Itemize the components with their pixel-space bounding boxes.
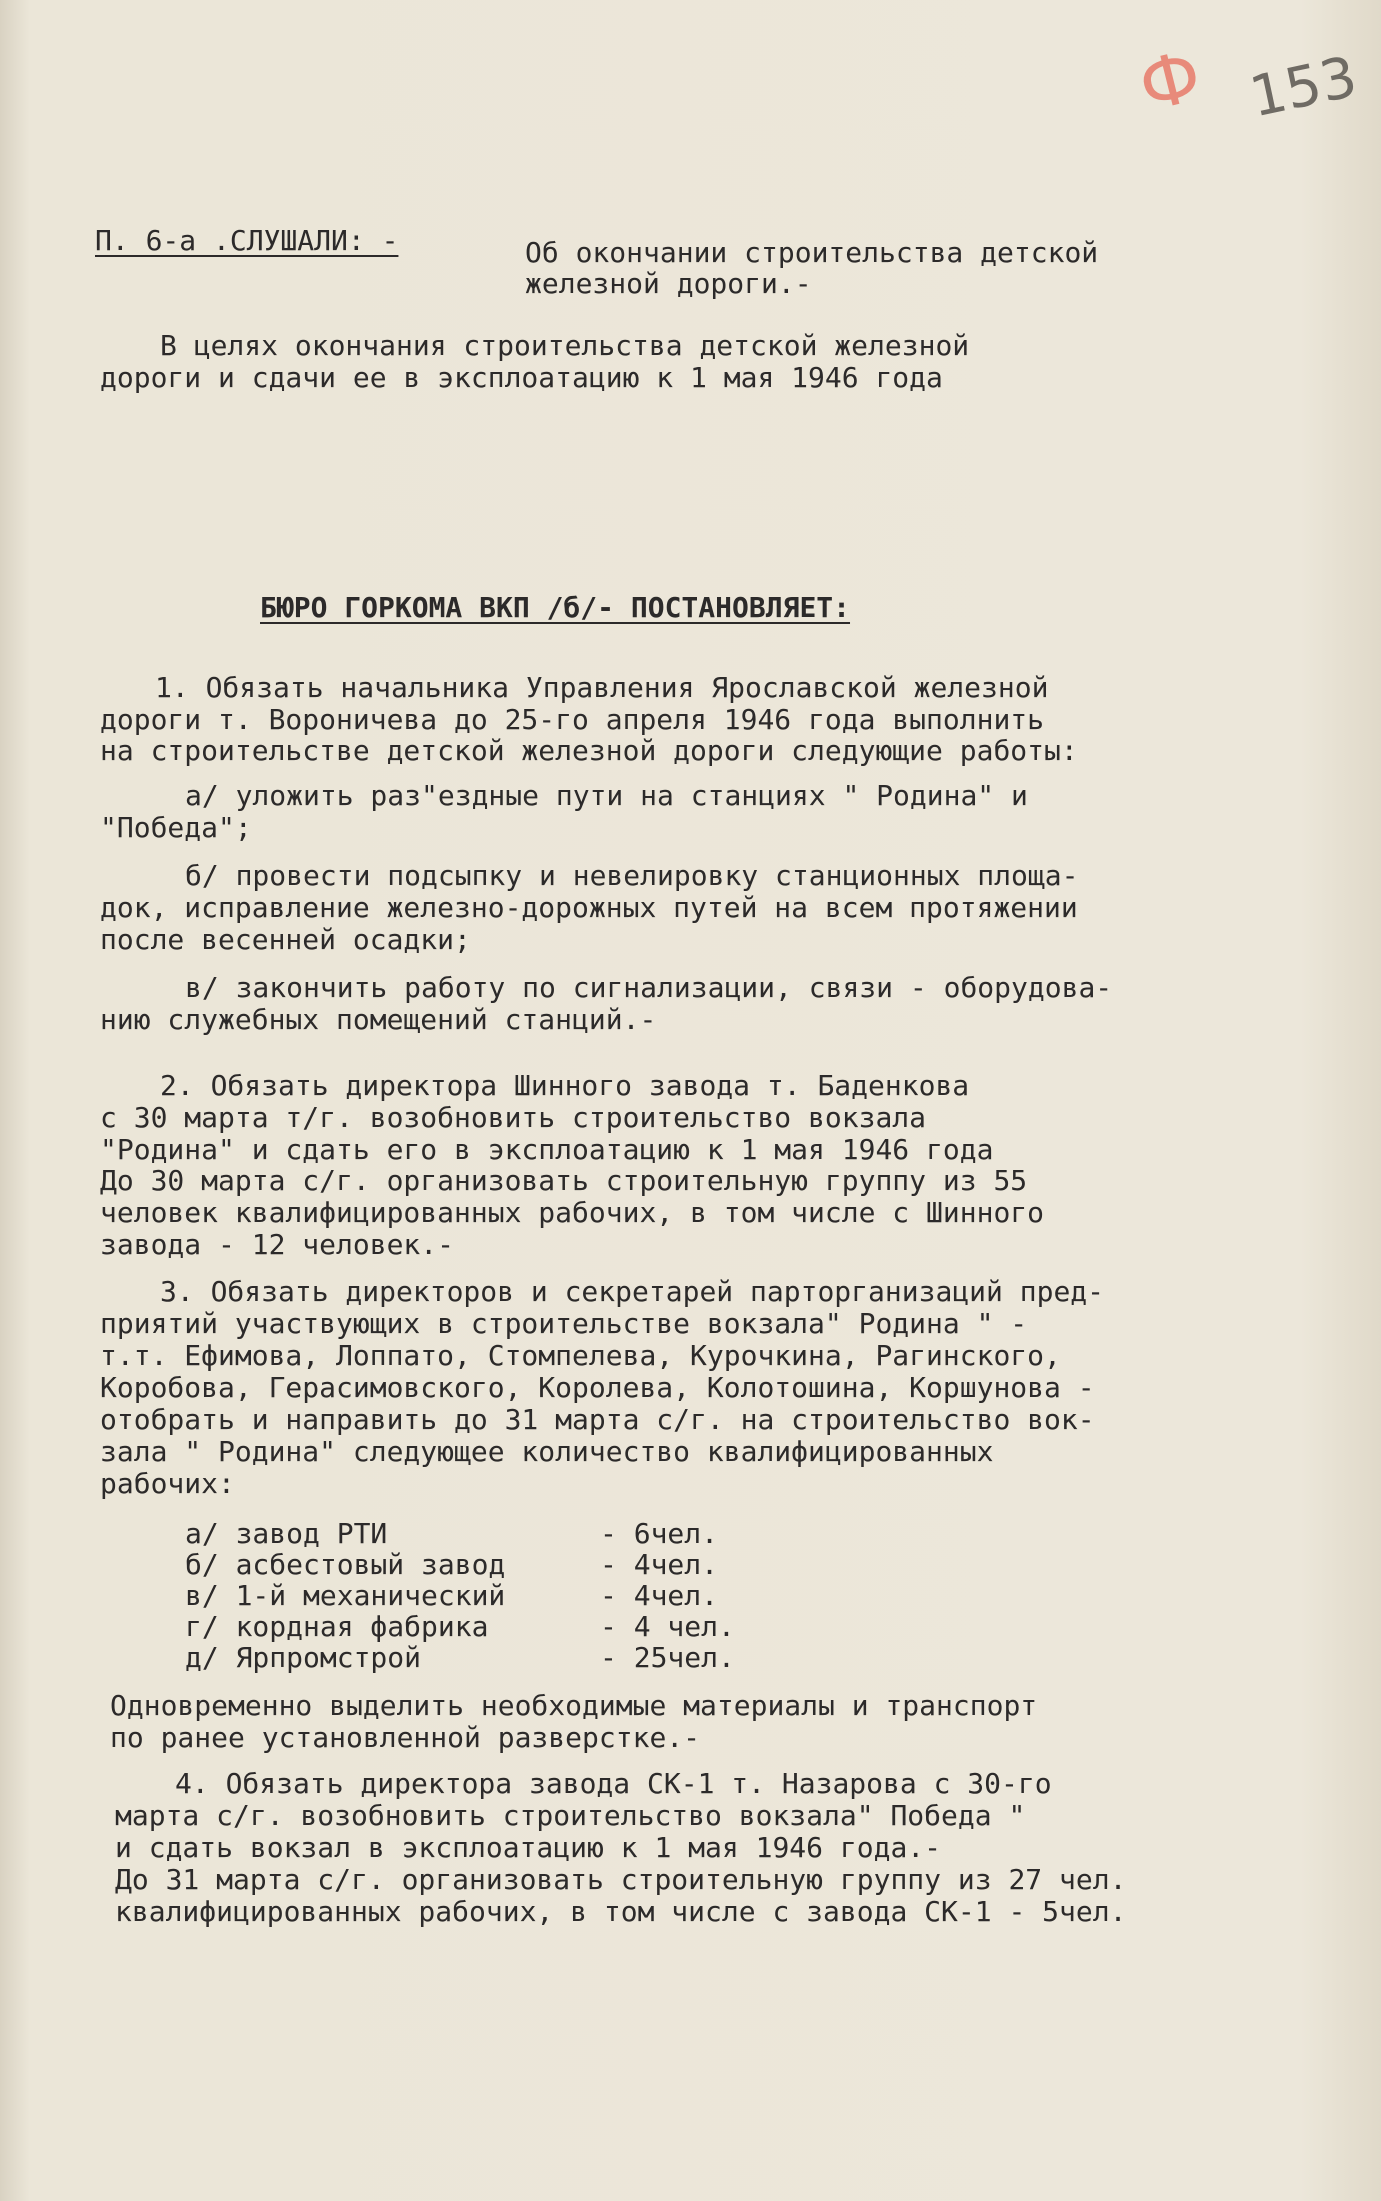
text-line: в/ закончить работу по сигнализации, связи - оборудова-: [185, 971, 1113, 1004]
intro-line-2: дороги и сдачи ее в эксплоатацию к 1 мая 1946 года: [100, 361, 943, 394]
text-line: человек квалифицированных рабочих, в том числе с Шинного: [100, 1196, 1045, 1229]
text-line: квалифицированных рабочих, в том числе с завода СК-1 - 5чел.: [115, 1895, 1127, 1928]
allocation-count: - 4чел.: [600, 1548, 719, 1581]
text-line: "Родина" и сдать его в эксплоатацию к 1 мая 1946 года: [100, 1133, 994, 1166]
text-line: на строительстве детской железной дороги следующие работы:: [100, 734, 1078, 767]
text-line: и сдать вокзал в эксплоатацию к 1 мая 1946 года.-: [115, 1831, 942, 1864]
text-line: 3. Обязать директоров и секретарей парторганизаций пред-: [160, 1275, 1105, 1308]
allocation-name: в/ 1-й механический: [185, 1579, 506, 1612]
allocation-count: - 25чел.: [600, 1641, 735, 1674]
allocation-count: - 4чел.: [600, 1579, 719, 1612]
text-line: зала " Родина" следующее количество квалифицированных: [100, 1435, 994, 1468]
text-line: отобрать и направить до 31 марта с/г. на строительство вок-: [100, 1403, 1095, 1436]
intro-line-1: В целях окончания строительства детской железной: [160, 329, 970, 362]
allocation-name: д/ Ярпромстрой: [185, 1641, 422, 1674]
text-line: марта с/г. возобновить строительство вокзала" Победа ": [115, 1799, 1026, 1832]
text-line: Коробова, Герасимовского, Королева, Колотошина, Коршунова -: [100, 1371, 1095, 1404]
text-line: 4. Обязать директора завода СК-1 т. Назарова с 30-го: [175, 1767, 1052, 1800]
text-line: нию служебных помещений станций.-: [100, 1003, 657, 1036]
text-line: "Победа";: [100, 811, 252, 844]
allocation-name: б/ асбестовый завод: [185, 1548, 506, 1581]
allocation-count: - 6чел.: [600, 1517, 719, 1550]
subject-line-1: Об окончании строительства детской: [525, 236, 1099, 269]
text-line: Одновременно выделить необходимые материалы и транспорт: [110, 1689, 1038, 1722]
allocation-name: г/ кордная фабрика: [185, 1610, 489, 1643]
allocation-name: а/ завод РТИ: [185, 1517, 388, 1550]
text-line: 1. Обязать начальника Управления Ярославской железной: [155, 671, 1049, 704]
text-line: с 30 марта т/г. возобновить строительство вокзала: [100, 1101, 927, 1134]
text-line: рабочих:: [100, 1467, 235, 1500]
folio-number: 153: [1244, 44, 1363, 131]
header-label: П. 6-а .СЛУШАЛИ: -: [95, 224, 399, 257]
text-line: а/ уложить раз"ездные пути на станциях " Родина" и: [185, 779, 1028, 812]
allocation-count: - 4 чел.: [600, 1610, 735, 1643]
text-line: приятий участвующих в строительстве вокзала" Родина " -: [100, 1307, 1028, 1340]
text-line: дороги т. Вороничева до 25-го апреля 1946 года выполнить: [100, 703, 1045, 736]
text-line: завода - 12 человек.-: [100, 1228, 455, 1261]
text-line: т.т. Ефимова, Лоппато, Стомпелева, Курочкина, Рагинского,: [100, 1339, 1061, 1372]
text-line: док, исправление железно-дорожных путей на всем протяжении: [100, 891, 1078, 924]
subject-line-2: железной дороги.-: [525, 267, 812, 300]
text-line: 2. Обязать директора Шинного завода т. Баденкова: [160, 1069, 970, 1102]
text-line: б/ провести подсыпку и невелировку станционных площа-: [185, 859, 1079, 892]
text-line: До 31 марта с/г. организовать строительную группу из 27 чел.: [115, 1863, 1127, 1896]
archive-stamp-mark: Ф: [1131, 33, 1212, 129]
text-line: До 30 марта с/г. организовать строительную группу из 55: [100, 1164, 1028, 1197]
text-line: после весенней осадки;: [100, 923, 471, 956]
resolution-heading: БЮРО ГОРКОМА ВКП /б/- ПОСТАНОВЛЯЕТ:: [260, 591, 851, 624]
text-line: по ранее установленной разверстке.-: [110, 1721, 701, 1754]
